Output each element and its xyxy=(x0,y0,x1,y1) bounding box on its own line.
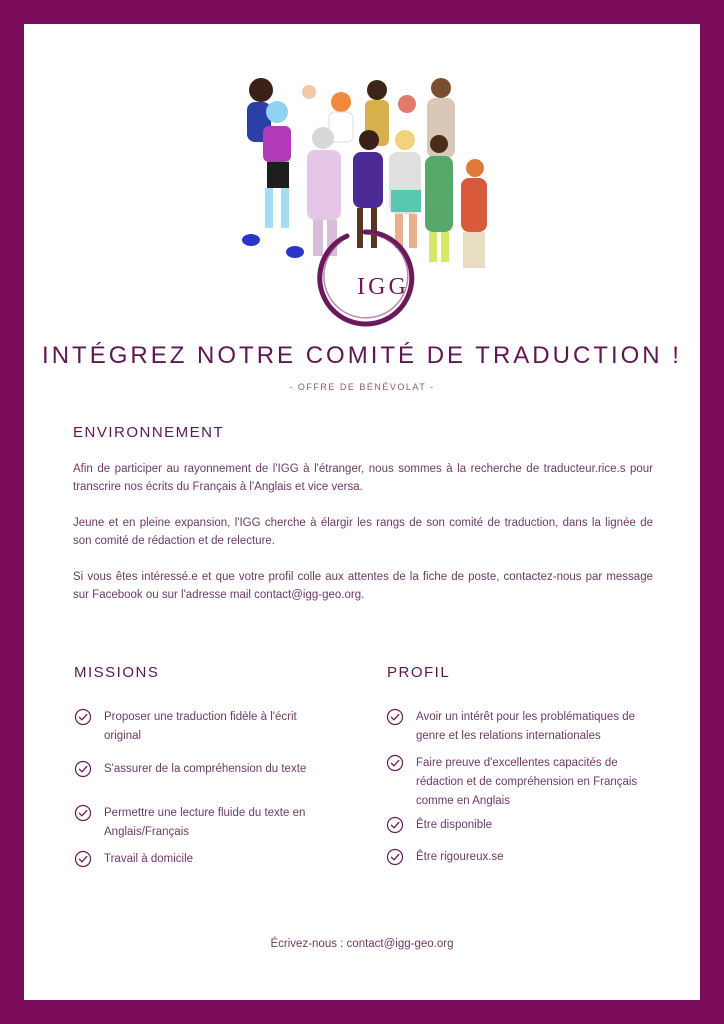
list-item xyxy=(74,804,336,842)
mission-text: S'assurer de la compréhension du texte xyxy=(104,763,307,775)
check-circle-icon xyxy=(386,848,404,866)
list-item xyxy=(386,848,658,867)
list-item xyxy=(386,754,658,811)
logo-text: IGG xyxy=(357,274,409,300)
check-circle-icon xyxy=(386,816,404,834)
profil-text: Être rigoureux.se xyxy=(416,851,504,863)
list-item xyxy=(74,760,336,779)
mission-text: Permettre une lecture fluide du texte en Anglais/Français xyxy=(104,807,306,838)
profil-text: Faire preuve d'excellentes capacités de rédaction et de compréhension en Français comme en Anglais xyxy=(416,757,638,807)
check-circle-icon xyxy=(386,754,404,772)
flyer-page xyxy=(24,24,700,1000)
environnement-paragraph-2: Jeune et en pleine expansion, l'IGG cherche à élargir les rangs de son comité de traduction, dans la lignée de son comité de rédaction et de relecture. xyxy=(73,517,653,547)
list-item xyxy=(386,708,658,746)
check-circle-icon xyxy=(74,708,92,726)
check-circle-icon xyxy=(74,760,92,778)
environnement-paragraph-3: Si vous êtes intéressé.e et que votre profil colle aux attentes de la fiche de poste, contactez-nous par message sur Facebook ou sur l'adresse mail contact@igg-geo.org. xyxy=(73,571,653,601)
list-item xyxy=(386,816,658,835)
check-circle-icon xyxy=(74,804,92,822)
profil-text: Avoir un intérêt pour les problématiques de genre et les relations internationales xyxy=(416,711,636,742)
mission-text: Proposer une traduction fidèle à l'écrit original xyxy=(104,711,297,742)
page-subtitle: - OFFRE DE BÉNÉVOLAT - xyxy=(289,382,435,392)
list-item xyxy=(74,850,336,869)
footer-contact: Écrivez-nous : contact@igg-geo.org xyxy=(270,938,454,950)
environnement-heading: ENVIRONNEMENT xyxy=(73,424,225,441)
people-group-image xyxy=(242,78,487,268)
environnement-paragraph-1: Afin de participer au rayonnement de l'IGG à l'étranger, nous sommes à la recherche de traducteur.rice.s pour transcrire nos écrits du Français à l'Anglais et vice versa. xyxy=(73,463,653,493)
check-circle-icon xyxy=(386,708,404,726)
mission-text: Travail à domicile xyxy=(104,853,194,865)
profil-heading: PROFIL xyxy=(387,664,451,681)
check-circle-icon xyxy=(74,850,92,868)
profil-text: Être disponible xyxy=(416,819,493,831)
missions-heading: MISSIONS xyxy=(74,664,160,681)
group-illustration xyxy=(229,74,489,332)
page-title: INTÉGREZ NOTRE COMITÉ DE TRADUCTION ! xyxy=(42,342,682,369)
igg-logo xyxy=(320,232,412,324)
list-item xyxy=(74,708,336,746)
